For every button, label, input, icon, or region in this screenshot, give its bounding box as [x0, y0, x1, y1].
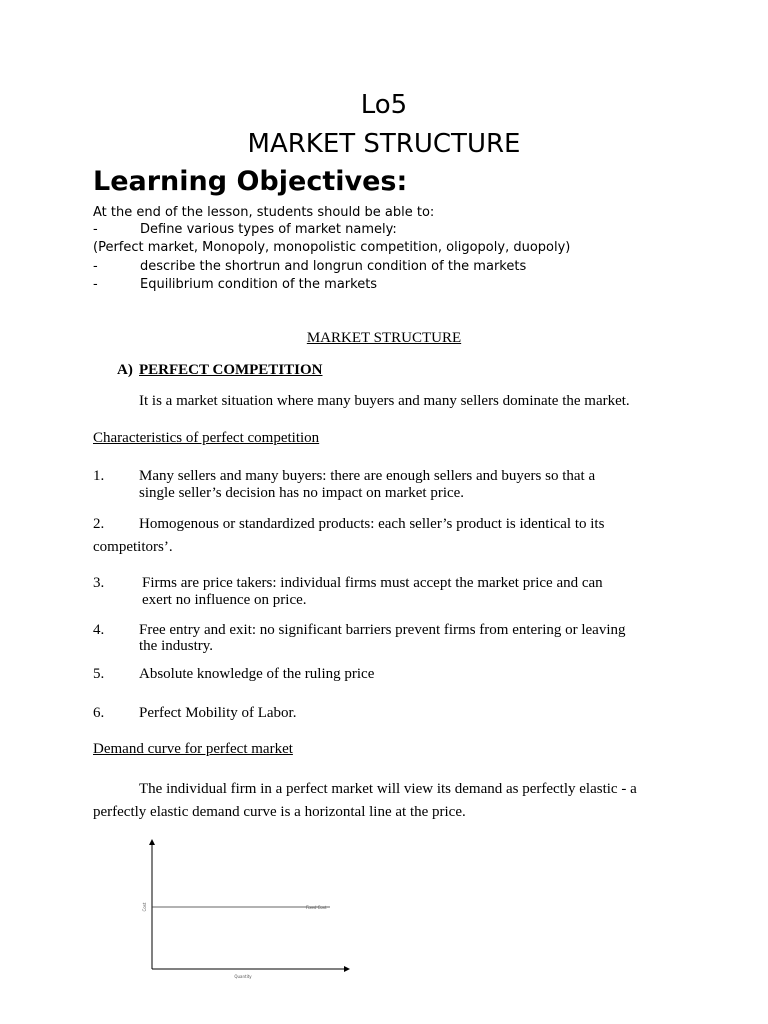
objective-item: Define various types of market namely: [140, 222, 397, 237]
objective-item: Equilibrium condition of the markets [140, 277, 378, 292]
bullet-mark: - [93, 277, 98, 292]
list-item: Free entry and exit: no significant barriers prevent firms from entering or leaving [139, 622, 626, 638]
definition-text: It is a market situation where many buyers and many sellers dominate the market. [139, 393, 630, 409]
characteristics-heading: Characteristics of perfect competition [93, 430, 320, 446]
objective-item: (Perfect market, Monopoly, monopolistic competition, oligopoly, duopoly) [93, 240, 571, 255]
subsection-label: A) [117, 362, 133, 378]
list-number: 2. [93, 516, 105, 532]
list-number: 4. [93, 622, 105, 638]
list-item-continued: single seller’s decision has no impact on market price. [139, 485, 465, 501]
list-number: 5. [93, 666, 105, 682]
objective-item: describe the shortrun and longrun condition of the markets [140, 259, 527, 274]
demand-paragraph: The individual firm in a perfect market will view its demand as perfectly elastic - a [139, 781, 637, 797]
bullet-mark: - [93, 259, 98, 274]
list-item: Firms are price takers: individual firms must accept the market price and can [142, 575, 603, 591]
series-label-0: Fixed Cost [306, 905, 327, 910]
demand-heading: Demand curve for perfect market [93, 741, 293, 757]
list-number: 1. [93, 468, 105, 484]
list-item: Absolute knowledge of the ruling price [139, 666, 375, 682]
list-item: Homogenous or standardized products: each seller’s product is identical to its [139, 516, 605, 532]
bullet-mark: - [93, 222, 98, 237]
list-number: 3. [93, 575, 105, 591]
demand-paragraph-continued: perfectly elastic demand curve is a horizontal line at the price. [93, 804, 466, 820]
demand-curve-chart [130, 835, 360, 985]
list-item: Perfect Mobility of Labor. [139, 705, 297, 721]
objectives-heading: Learning Objectives: [93, 166, 408, 197]
list-item-continued: exert no influence on price. [142, 592, 307, 608]
subsection-heading: PERFECT COMPETITION [139, 362, 323, 378]
x-axis-label: Quantity [234, 974, 252, 979]
list-item: Many sellers and many buyers: there are enough sellers and buyers so that a [139, 468, 596, 484]
list-item-continued: the industry. [139, 638, 214, 654]
lesson-code: Lo5 [360, 90, 408, 120]
page-title: MARKET STRUCTURE [247, 129, 521, 159]
list-item-continued: competitors’. [93, 539, 173, 555]
section-heading: MARKET STRUCTURE [306, 330, 462, 346]
list-number: 6. [93, 705, 105, 721]
y-axis-label: Cost [142, 902, 147, 912]
objectives-intro: At the end of the lesson, students should be able to: [93, 205, 435, 220]
